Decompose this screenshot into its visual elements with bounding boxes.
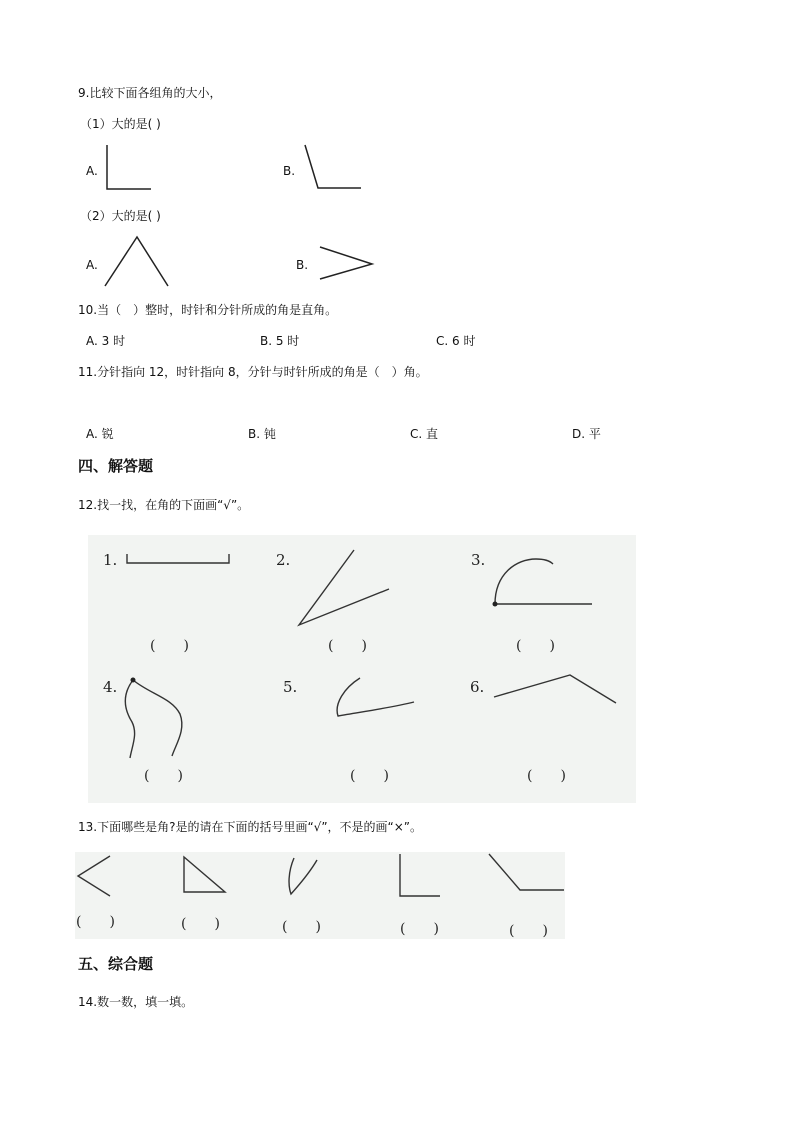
q9-sub1-angle-a xyxy=(100,140,160,196)
q9-sub2-option-a-label: A. xyxy=(86,258,98,272)
q9-sub1-option-a-label: A. xyxy=(86,164,98,178)
q13-figure-1 xyxy=(72,852,116,902)
q13-answer-2[interactable]: ( ) xyxy=(181,916,220,932)
q12-answer-1[interactable]: ( ) xyxy=(150,638,189,654)
q10-option-a: A. 3 时 xyxy=(86,334,126,348)
q13-answer-4[interactable]: ( ) xyxy=(400,921,439,937)
q10-option-b: B. 5 时 xyxy=(260,334,300,348)
q12-answer-3[interactable]: ( ) xyxy=(516,638,555,654)
q13-answer-3[interactable]: ( ) xyxy=(282,919,321,935)
q11-title: 11.分针指向 12，时针指向 8，分针与时针所成的角是（ ）角。 xyxy=(78,365,428,379)
q11-option-c: C. 直 xyxy=(410,427,439,441)
q12-figure-6 xyxy=(488,668,624,708)
q9-sub2-angle-b xyxy=(314,240,379,285)
q9-sub2-option-b-label: B. xyxy=(296,258,309,272)
q13-answer-5[interactable]: ( ) xyxy=(509,923,548,939)
q12-answer-2[interactable]: ( ) xyxy=(328,638,367,654)
q9-sub1: （1）大的是( ) xyxy=(80,117,161,131)
q9-title: 9.比较下面各组角的大小， xyxy=(78,86,222,100)
q10-option-c: C. 6 时 xyxy=(436,334,476,348)
q12-figure-4 xyxy=(120,672,200,764)
q13-title: 13.下面哪些是角?是的请在下面的括号里画“√”，不是的画“×”。 xyxy=(78,820,423,834)
q9-sub1-option-b-label: B. xyxy=(283,164,296,178)
q12-title: 12.找一找，在角的下面画“√”。 xyxy=(78,498,250,512)
q10-title: 10.当（ ）整时，时针和分针所成的角是直角。 xyxy=(78,303,338,317)
q12-label-3: 3. xyxy=(471,551,486,569)
q12-label-6: 6. xyxy=(470,678,485,696)
section-4-heading: 四、解答题 xyxy=(78,457,154,475)
q13-answer-1[interactable]: ( ) xyxy=(76,914,115,930)
q12-figure-1 xyxy=(120,548,238,570)
q12-figure-5 xyxy=(330,672,422,726)
q12-label-1: 1. xyxy=(103,551,118,569)
q12-answer-5[interactable]: ( ) xyxy=(350,768,389,784)
q13-figure-3 xyxy=(282,852,322,898)
q14-title: 14.数一数，填一填。 xyxy=(78,995,194,1009)
q12-label-2: 2. xyxy=(276,551,291,569)
q11-option-a: A. 锐 xyxy=(86,427,114,441)
q9-sub1-angle-b xyxy=(298,140,368,196)
q11-option-b: B. 钝 xyxy=(248,427,276,441)
q13-figure-4 xyxy=(392,852,444,900)
q9-sub2-angle-a xyxy=(100,233,175,290)
q12-answer-4[interactable]: ( ) xyxy=(144,768,183,784)
q12-label-5: 5. xyxy=(283,678,298,696)
q9-sub2: （2）大的是( ) xyxy=(80,209,161,223)
q12-label-4: 4. xyxy=(103,678,118,696)
q13-figure-2 xyxy=(178,852,232,898)
q13-figure-5 xyxy=(484,852,565,894)
section-5-heading: 五、综合题 xyxy=(78,955,154,973)
q12-figure-2 xyxy=(292,545,396,631)
q11-option-d: D. 平 xyxy=(572,427,601,441)
q12-answer-6[interactable]: ( ) xyxy=(527,768,566,784)
q12-figure-3 xyxy=(488,552,598,610)
